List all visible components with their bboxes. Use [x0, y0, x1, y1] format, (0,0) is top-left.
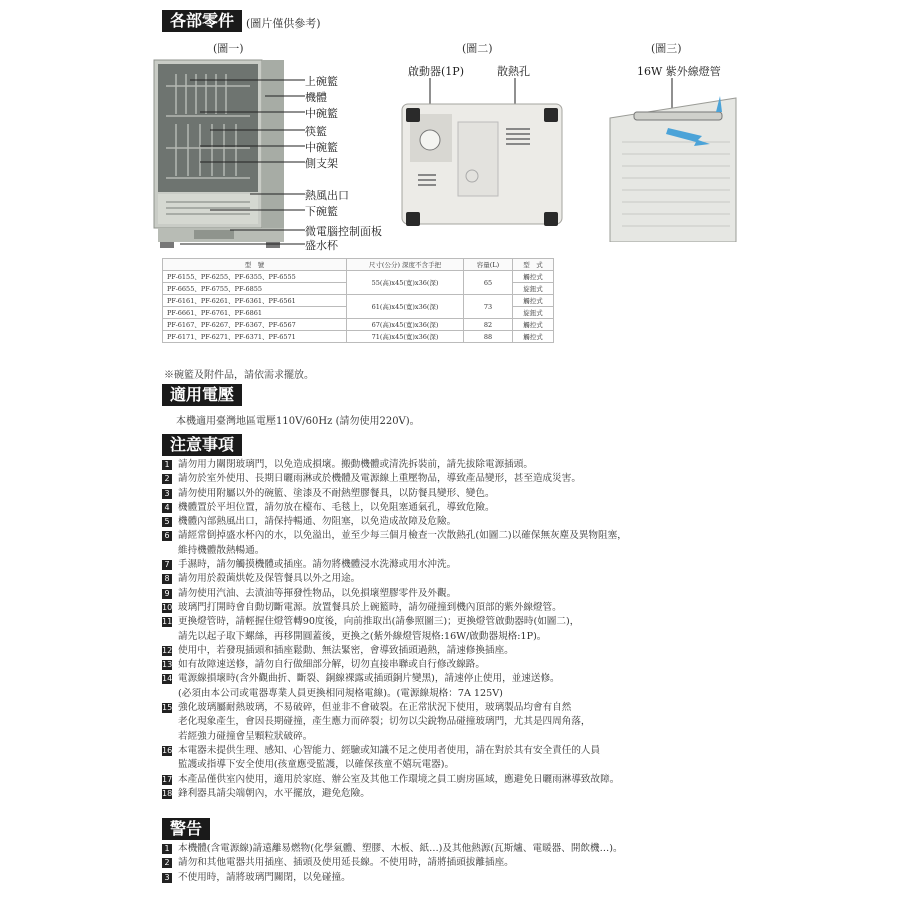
table-row: [163, 295, 554, 307]
part-label-chopstick-basket: 筷籃: [305, 125, 327, 138]
item-number-badge: 2: [162, 858, 172, 868]
fig2-caption: (圖二): [462, 42, 493, 55]
list-item: [162, 458, 627, 472]
item-text-line: 請勿和其他電器共用插座、插頭及使用延長線。不使用時，請將插頭拔離插座。: [178, 857, 514, 869]
list-item: [162, 529, 627, 558]
spec-model-cell: PF-6655、PF-6755、PF-6855: [163, 283, 347, 295]
fig2-label-vent: 散熱孔: [497, 65, 530, 78]
item-text-line: 請勿於室外使用、長期日曬雨淋或於機體及電源線上重壓物品，導致產品變形，甚至造成災害。: [178, 473, 581, 485]
uv-lamp-illustration: [590, 78, 742, 242]
fig2-label-starter: 啟動器(1P): [408, 65, 464, 78]
spec-header-size: 尺寸(公分) 深度不含手把: [347, 259, 464, 271]
table-row: [163, 331, 554, 343]
item-number-badge: 14: [162, 674, 173, 684]
spec-type-cell: 旋鈕式: [513, 283, 554, 295]
warning-header: 警告: [162, 818, 210, 840]
item-text-line: 請勿用力關閉玻璃門，以免造成損壞。搬動機體或清洗拆裝前，請先拔除電源插頭。: [178, 459, 533, 470]
item-number-badge: 4: [162, 503, 172, 513]
item-number-badge: 9: [162, 589, 172, 599]
spec-header-type: 型 式: [513, 259, 554, 271]
part-label-body: 機體: [305, 91, 327, 104]
list-item: [162, 487, 627, 501]
list-item: [162, 615, 627, 644]
part-label-lower-basket: 下碗籃: [305, 205, 338, 218]
list-item: [162, 842, 623, 856]
item-text-line: 維持機體散熱暢通。: [178, 544, 265, 556]
table-row: [163, 271, 554, 283]
spec-size-cell: 71(高)x45(寬)x36(深): [347, 331, 464, 343]
spec-header-capacity: 容量(L): [464, 259, 513, 271]
spec-model-cell: PF-6155、PF-6255、PF-6355、PF-6555: [163, 271, 347, 283]
fig3-label-uv-lamp: 16W 紫外線燈管: [637, 65, 721, 78]
list-item: [162, 515, 627, 529]
spec-capacity-cell: 65: [464, 271, 513, 295]
item-text-line: 本機體(含電源線)請遠離易燃物(化學氣體、塑膠、木板、紙…)及其他熱源(瓦斯爐、電暖器、開飲機…)。: [178, 843, 623, 854]
part-label-middle-basket-2: 中碗籃: [305, 141, 338, 154]
item-number-badge: 12: [162, 645, 173, 655]
item-text-line: 鋒利器具請尖端朝內，水平擺放，避免危險。: [178, 787, 370, 799]
spec-size-cell: 55(高)x45(寬)x36(深): [347, 271, 464, 295]
spec-footnote: ※碗籃及附件品，請依需求擺放。: [164, 370, 314, 381]
caution-list: [162, 458, 627, 801]
spec-type-cell: 旋鈕式: [513, 307, 554, 319]
item-text-line: 監護或指導下安全使用(孩童應受監護，以確保孩童不嬉玩電器)。: [178, 759, 455, 771]
item-text-line: 請先以起子取下螺絲，再移開圓蓋後，更換之(紫外線燈管規格:16W/啟動器規格:1P)。: [178, 630, 547, 642]
item-text-line: 不使用時，請將玻璃門關閉，以免碰撞。: [178, 871, 351, 883]
list-item: [162, 558, 627, 572]
item-number-badge: 17: [162, 774, 173, 784]
item-text-line: 若經強力碰撞會呈顆粒狀破碎。: [178, 730, 313, 742]
item-text-line: 機體置於平坦位置，請勿放在檯布、毛毯上，以免阻塞通氣孔，導致危險。: [178, 501, 495, 513]
item-text-line: 請勿使用汽油、去漬油等揮發性物品，以免損壞塑膠零件及外觀。: [178, 587, 457, 599]
item-text-line: 如有故障速送修，請勿自行做細部分解，切勿直接串聯或自行修改線路。: [178, 659, 485, 671]
item-number-badge: 15: [162, 703, 173, 713]
part-label-hot-air-outlet: 熱風出口: [305, 189, 349, 202]
item-number-badge: 6: [162, 531, 172, 541]
spec-model-cell: PF-6161、PF-6261、PF-6361、PF-6561: [163, 295, 347, 307]
part-label-upper-basket: 上碗籃: [305, 75, 338, 88]
fig1-caption: (圖一): [213, 42, 244, 55]
item-text-line: 本產品僅供室內使用，適用於家庭、辦公室及其他工作環境之員工廚房區域，應避免日曬雨淋導致故障。: [178, 773, 620, 785]
item-text-line: 強化玻璃屬耐熱玻璃，不易破碎，但並非不會破裂。在正常狀況下使用，玻璃製品均會有自然: [178, 702, 572, 714]
spec-model-cell: PF-6167、PF-6267、PF-6367、PF-6567: [163, 319, 347, 331]
part-label-control-panel: 微電腦控制面板: [305, 225, 382, 238]
list-item: [162, 644, 627, 658]
spec-table: [162, 258, 554, 343]
spec-capacity-cell: 88: [464, 331, 513, 343]
item-number-badge: 1: [162, 844, 172, 854]
list-item: [162, 672, 627, 701]
spec-capacity-cell: 82: [464, 319, 513, 331]
parts-subnote: (圖片僅供參考): [246, 17, 321, 30]
item-number-badge: 1: [162, 460, 172, 470]
item-text-line: 玻璃門打開時會自動切斷電源。放置餐具於上碗籃時，請勿碰撞到機內頂部的紫外線燈管。: [178, 601, 562, 613]
list-item: [162, 587, 627, 601]
spec-header-model: 型 號: [163, 259, 347, 271]
item-number-badge: 11: [162, 617, 173, 627]
spec-type-cell: 觸控式: [513, 331, 554, 343]
list-item: [162, 773, 627, 787]
spec-capacity-cell: 73: [464, 295, 513, 319]
item-number-badge: 5: [162, 517, 172, 527]
item-text-line: 老化現象產生，會因長期碰撞，產生應力而碎裂；切勿以尖銳物品碰撞玻璃門，尤其是四周角落，: [178, 716, 591, 728]
spec-type-cell: 觸控式: [513, 295, 554, 307]
list-item: [162, 787, 627, 801]
voltage-text: 本機適用臺灣地區電壓110V/60Hz (請勿使用220V)。: [176, 416, 420, 427]
list-item: [162, 501, 627, 515]
list-item: [162, 472, 627, 486]
spec-table-header-row: [163, 259, 554, 271]
bottom-view-illustration: [398, 78, 568, 240]
part-label-side-bracket: 側支架: [305, 157, 338, 170]
fig1-leader-lines: [170, 70, 310, 260]
cautions-header: 注意事項: [162, 434, 242, 456]
list-item: [162, 871, 623, 885]
item-text-line: (必須由本公司或電器專業人員更換相同規格電線)。(電源線規格：7A 125V): [178, 687, 503, 699]
item-text-line: 請經常倒掉盛水杯內的水，以免溢出，並至少每三個月檢查一次散熱孔(如圖二)以確保無灰塵及異物阻塞，: [178, 530, 627, 542]
item-number-badge: 10: [162, 602, 173, 612]
table-row: [163, 319, 554, 331]
item-text-line: 機體內部熱風出口，請保持暢通、勿阻塞，以免造成故障及危險。: [178, 516, 457, 528]
item-number-badge: 16: [162, 745, 173, 755]
item-number-badge: 3: [162, 873, 172, 883]
item-text-line: 請勿用於殺菌烘乾及保管餐具以外之用途。: [178, 573, 361, 585]
item-number-badge: 18: [162, 788, 173, 798]
fig3-caption: (圖三): [651, 42, 682, 55]
list-item: [162, 601, 627, 615]
list-item: [162, 572, 627, 586]
list-item: [162, 658, 627, 672]
item-number-badge: 7: [162, 560, 172, 570]
parts-header: 各部零件: [162, 10, 242, 32]
item-number-badge: 3: [162, 489, 172, 499]
item-text-line: 更換燈管時，請輕握住燈管轉90度後，向前推取出(請參照圖三)；更換燈管啟動器時(如圖二)，: [178, 616, 580, 628]
list-item: [162, 856, 623, 870]
item-text-line: 本電器未提供生理、感知、心智能力、經驗或知識不足之使用者使用，請在對於其有安全責任的人員: [178, 744, 601, 756]
item-number-badge: 2: [162, 474, 172, 484]
warning-list: [162, 842, 623, 885]
item-text-line: 手濕時，請勿觸摸機體或插座。請勿將機體浸水洗滌或用水沖洗。: [178, 559, 457, 571]
list-item: [162, 701, 627, 744]
spec-size-cell: 61(高)x45(寬)x36(深): [347, 295, 464, 319]
item-text-line: 電源線損壞時(含外觀曲折、斷裂、銅線裸露或插頭銅片變黑)，請速停止使用，並速送修。: [178, 673, 560, 685]
part-label-middle-basket: 中碗籃: [305, 107, 338, 120]
item-number-badge: 13: [162, 660, 173, 670]
voltage-header: 適用電壓: [162, 384, 242, 406]
spec-type-cell: 觸控式: [513, 319, 554, 331]
spec-model-cell: PF-6171、PF-6271、PF-6371、PF-6571: [163, 331, 347, 343]
item-number-badge: 8: [162, 574, 172, 584]
spec-type-cell: 觸控式: [513, 271, 554, 283]
part-label-water-cup: 盛水杯: [305, 239, 338, 252]
list-item: [162, 744, 627, 773]
item-text-line: 請勿使用附屬以外的碗籃、塗漆及不耐熱塑膠餐具，以防餐具變形、變色。: [178, 487, 495, 499]
spec-model-cell: PF-6661、PF-6761、PF-6861: [163, 307, 347, 319]
spec-size-cell: 67(高)x45(寬)x36(深): [347, 319, 464, 331]
item-text-line: 使用中，若發現插頭和插座鬆動、無法緊密，會導致插頭過熱，請速修換插座。: [178, 644, 514, 656]
